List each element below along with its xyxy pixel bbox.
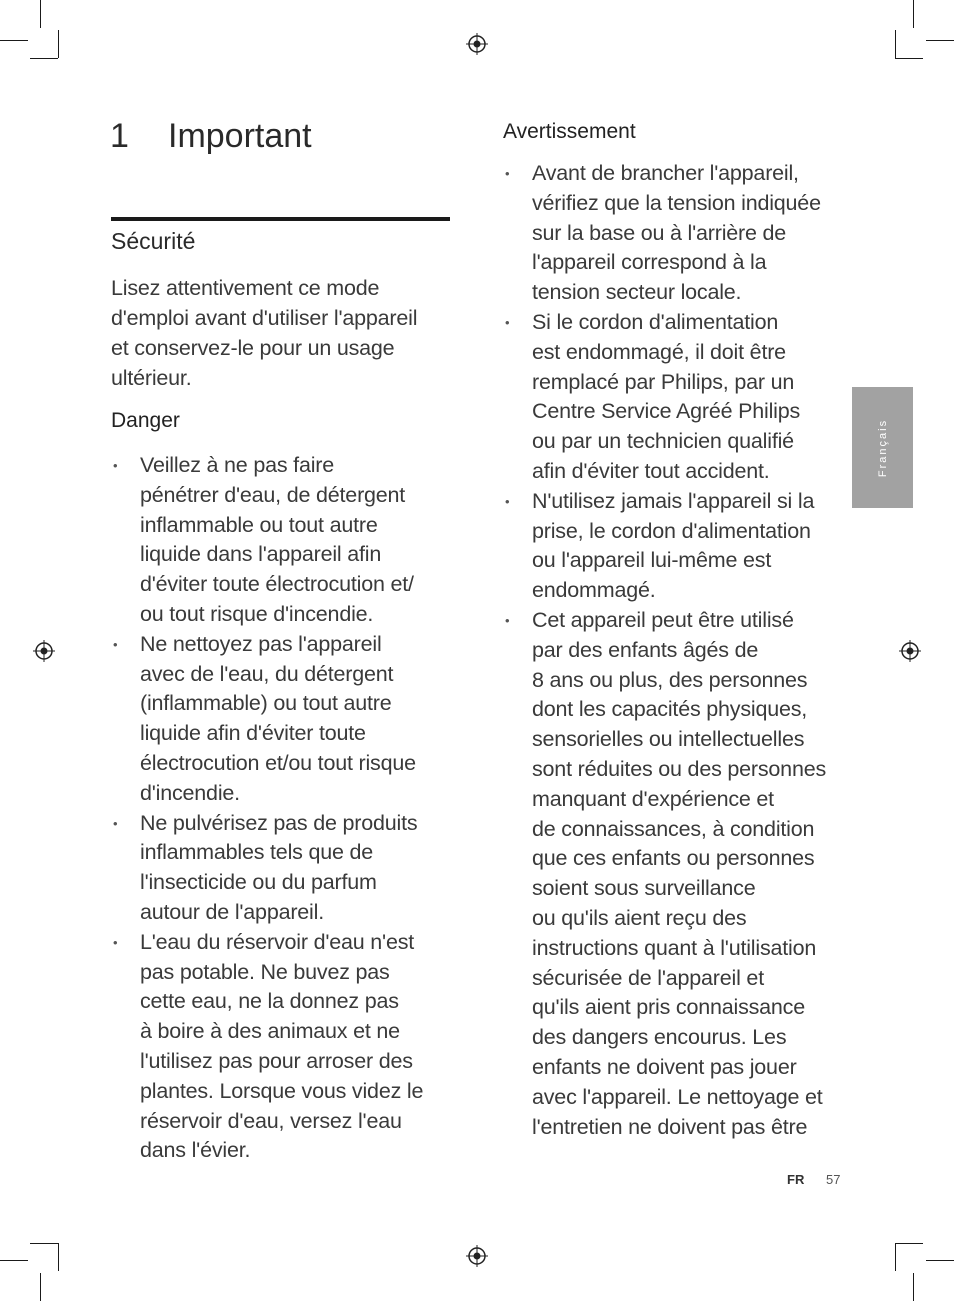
text-line: • L'eau du réservoir d'eau n'est xyxy=(140,929,415,954)
text-line: d'éviter toute électrocution et/ xyxy=(140,572,414,597)
language-tab-label: Français xyxy=(876,418,889,477)
crop-mark xyxy=(895,1243,923,1244)
text-line: dans l'évier. xyxy=(140,1138,251,1163)
text-line: des dangers encourus. Les xyxy=(532,1025,787,1050)
text-line: dont les capacités physiques, xyxy=(532,697,808,722)
danger-heading: Danger xyxy=(111,409,180,432)
text-line: • Veillez à ne pas faire xyxy=(140,453,335,477)
text-line: remplacé par Philips, par un xyxy=(532,369,795,394)
list-item xyxy=(503,606,848,1142)
text-line: • Cet appareil peut être utilisé xyxy=(532,607,794,632)
text-line: tension secteur locale. xyxy=(532,280,742,305)
text-line: l'insecticide ou du parfum xyxy=(140,870,377,895)
text-line: sécurisée de l'appareil et xyxy=(532,965,764,990)
text-line: vérifiez que la tension indiquée xyxy=(532,190,821,215)
list-item xyxy=(503,159,848,308)
text-line: ou par un technicien qualifié xyxy=(532,429,794,454)
left-column xyxy=(111,273,456,1166)
crop-mark xyxy=(40,0,41,28)
text-line: par des enfants âgés de xyxy=(532,637,759,662)
text-line: ou l'appareil lui-même est xyxy=(532,548,772,573)
text-line: est endommagé, il doit être xyxy=(532,339,786,364)
text-line: instructions quant à l'utilisation xyxy=(532,935,817,960)
crop-mark xyxy=(913,1273,914,1301)
text-line: soient sous surveillance xyxy=(532,876,756,901)
text-line: à boire à des animaux et ne xyxy=(140,1019,400,1044)
crop-mark xyxy=(895,1243,896,1271)
text-line: d'incendie. xyxy=(140,780,240,805)
crop-mark xyxy=(926,40,954,41)
text-line: de connaissances, à condition xyxy=(532,816,815,841)
text-line: Centre Service Agréé Philips xyxy=(532,399,801,424)
registration-mark-icon xyxy=(899,640,921,662)
text-line: prise, le cordon d'alimentation xyxy=(532,518,811,543)
text-line: pénétrer d'eau, de détergent xyxy=(140,482,406,507)
text-line: et conservez-le pour un usage xyxy=(111,336,395,360)
warning-heading: Avertissement xyxy=(503,120,636,143)
crop-mark xyxy=(58,1243,59,1271)
text-line: avec de l'eau, du détergent xyxy=(140,661,394,686)
text-line: l'appareil correspond à la xyxy=(532,250,767,275)
crop-mark xyxy=(40,1273,41,1301)
list-item xyxy=(503,308,848,487)
crop-mark xyxy=(895,58,923,59)
text-line: manquant d'expérience et xyxy=(532,786,774,811)
list-item xyxy=(111,809,456,928)
registration-mark-icon xyxy=(466,1245,488,1267)
text-line: sensorielles ou intellectuelles xyxy=(532,727,805,752)
text-line: afin d'éviter tout accident. xyxy=(532,458,770,483)
list-item xyxy=(503,487,848,606)
language-side-tab xyxy=(852,387,913,508)
warning-list xyxy=(503,159,848,1142)
crop-mark xyxy=(58,30,59,58)
text-line: que ces enfants ou personnes xyxy=(532,846,815,871)
text-line: inflammables tels que de xyxy=(140,840,374,865)
text-line: autour de l'appareil. xyxy=(140,899,324,924)
text-line: sont réduites ou des personnes xyxy=(532,756,827,781)
text-line: • N'utilisez jamais l'appareil si la xyxy=(532,488,815,513)
text-line: 8 ans ou plus, des personnes xyxy=(532,667,808,692)
right-column xyxy=(503,118,848,1142)
list-item xyxy=(111,451,456,630)
text-line: qu'ils aient pris connaissance xyxy=(532,995,805,1020)
list-item xyxy=(111,630,456,809)
crop-mark xyxy=(926,1260,954,1261)
text-line: cette eau, ne la donnez pas xyxy=(140,989,399,1014)
text-line: sur la base ou à l'arrière de xyxy=(532,220,787,245)
chapter-title: Important xyxy=(168,117,312,155)
text-line: liquide dans l'appareil afin xyxy=(140,542,382,567)
crop-mark xyxy=(0,40,28,41)
text-line: enfants ne doivent pas jouer xyxy=(532,1054,797,1079)
text-line: ou qu'ils aient reçu des xyxy=(532,905,747,930)
text-line: (inflammable) ou tout autre xyxy=(140,691,392,716)
registration-mark-icon xyxy=(33,640,55,662)
text-line: électrocution et/ou tout risque xyxy=(140,750,416,775)
text-line: • Ne nettoyez pas l'appareil xyxy=(140,631,382,656)
text-line: • Si le cordon d'alimentation xyxy=(532,309,779,334)
text-line: réservoir d'eau, versez l'eau xyxy=(140,1108,402,1133)
text-line: pas potable. Ne buvez pas xyxy=(140,959,390,984)
crop-mark xyxy=(913,0,914,28)
crop-mark xyxy=(30,1243,58,1244)
text-line: ultérieur. xyxy=(111,366,192,390)
text-line: liquide afin d'éviter toute xyxy=(140,721,366,746)
crop-mark xyxy=(895,30,896,58)
text-line: l'utilisez pas pour arroser des xyxy=(140,1048,413,1073)
section-rule xyxy=(111,217,450,221)
text-line: d'emploi avant d'utiliser l'appareil xyxy=(111,306,418,330)
page-number: 57 xyxy=(826,1172,841,1187)
text-line: l'entretien ne doivent pas être xyxy=(532,1114,808,1139)
text-line: inflammable ou tout autre xyxy=(140,512,378,537)
crop-mark xyxy=(0,1260,28,1261)
text-line: • Ne pulvérisez pas de produits xyxy=(140,810,418,835)
intro-paragraph xyxy=(111,273,451,393)
registration-mark-icon xyxy=(466,33,488,55)
text-line: avec l'appareil. Le nettoyage et xyxy=(532,1084,823,1109)
chapter-number: 1 xyxy=(110,117,129,155)
text-line: Lisez attentivement ce mode xyxy=(111,276,380,300)
list-item xyxy=(111,928,456,1166)
footer-language: FR xyxy=(787,1172,805,1187)
text-line: • Avant de brancher l'appareil, xyxy=(532,161,799,185)
text-line: endommagé. xyxy=(532,578,656,603)
section-title: Sécurité xyxy=(111,228,196,254)
text-line: plantes. Lorsque vous videz le xyxy=(140,1078,424,1103)
text-line: ou tout risque d'incendie. xyxy=(140,601,374,626)
crop-mark xyxy=(30,58,58,59)
danger-list xyxy=(111,451,456,1166)
